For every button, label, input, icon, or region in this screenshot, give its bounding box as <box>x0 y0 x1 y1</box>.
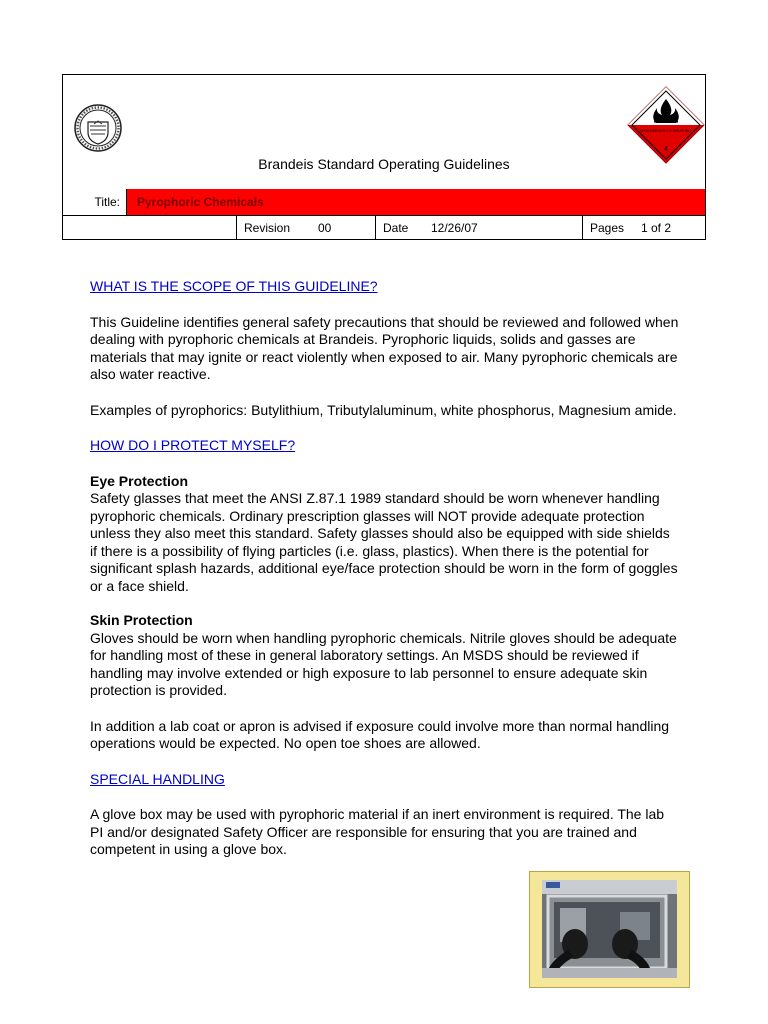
revision-value: 00 <box>318 221 332 235</box>
eye-protection-paragraph: Safety glasses that meet the ANSI Z.87.1 1989 standard should be worn whenever handling pyrophoric chemicals. Ordinary prescription glasses will NOT provide adequate protection unless they also meet this standard. Safety glasses should also be equipped with side shields if there is a possibility of flying particles (i.e. glass, plastics). When there is the potential for significant splash hazards, additional eye/face protection should be worn in the form of goggles or a face shield. <box>90 490 678 594</box>
special-handling-paragraph: A glove box may be used with pyrophoric material if an inert environment is required. The lab PI and/or designated Safety Officer are responsible for ensuring that you are trained and competent in using a glove box. <box>90 806 665 857</box>
pages-value: 1 of 2 <box>641 221 672 235</box>
pages-cell <box>582 216 705 240</box>
scope-paragraph-1: This Guideline identifies general safety precautions that should be reviewed and followed when dealing with pyrophoric chemicals at Brandeis. Pyrophoric liquids, solids and gasses are materials that may ignite or react violently when exposed to air. Many pyrophoric chemicals are also water reactive. <box>90 313 679 382</box>
header-table <box>62 74 706 240</box>
revision-label: Revision <box>244 221 291 235</box>
date-label: Date <box>383 221 409 235</box>
scope-paragraph-2: Examples of pyrophorics: Butylithium, Tributylaluminum, white phosphorus, Magnesium amide. <box>90 401 677 418</box>
document-title: Pyrophoric Chemicals <box>137 195 264 209</box>
header-top <box>63 75 705 190</box>
eye-protection-heading: Eye Protection <box>90 472 189 489</box>
protect-heading[interactable]: HOW DO I PROTECT MYSELF? <box>90 437 296 453</box>
revision-cell <box>236 216 375 240</box>
meta-row <box>63 216 705 240</box>
scope-heading[interactable]: WHAT IS THE SCOPE OF THIS GUIDELINE? <box>90 278 378 294</box>
skin-protection-heading: Skin Protection <box>90 612 193 628</box>
date-value: 12/26/07 <box>431 221 478 235</box>
title-label: Title: <box>63 189 127 215</box>
glove-box-photo <box>529 871 690 988</box>
special-handling-heading[interactable]: SPECIAL HANDLING <box>90 770 225 787</box>
skin-protection-paragraph-1: Gloves should be worn when handling pyrophoric chemicals. Nitrile gloves should be adequate for handling most of these in general laboratory settings. An MSDS should be reviewed if handling may involve extended or high exposure to lab personnel to ensure adequate skin protection is provided. <box>90 629 677 698</box>
pages-label: Pages <box>590 221 625 235</box>
university-seal-icon <box>74 104 122 152</box>
title-row <box>63 189 705 216</box>
document-body <box>90 278 680 859</box>
flammable-hazard-icon <box>626 85 706 165</box>
date-cell <box>375 216 582 240</box>
svg-text:4: 4 <box>664 146 668 153</box>
svg-text:SPONTANEOUSLY COMBUSTIBLE: SPONTANEOUSLY COMBUSTIBLE <box>640 129 692 133</box>
skin-protection-paragraph-2: In addition a lab coat or apron is advised if exposure could involve more than normal handling operations would be expected. No open toe shoes are allowed. <box>90 717 670 751</box>
guidelines-title: Brandeis Standard Operating Guidelines <box>258 156 510 172</box>
glove-box-image <box>530 872 689 987</box>
